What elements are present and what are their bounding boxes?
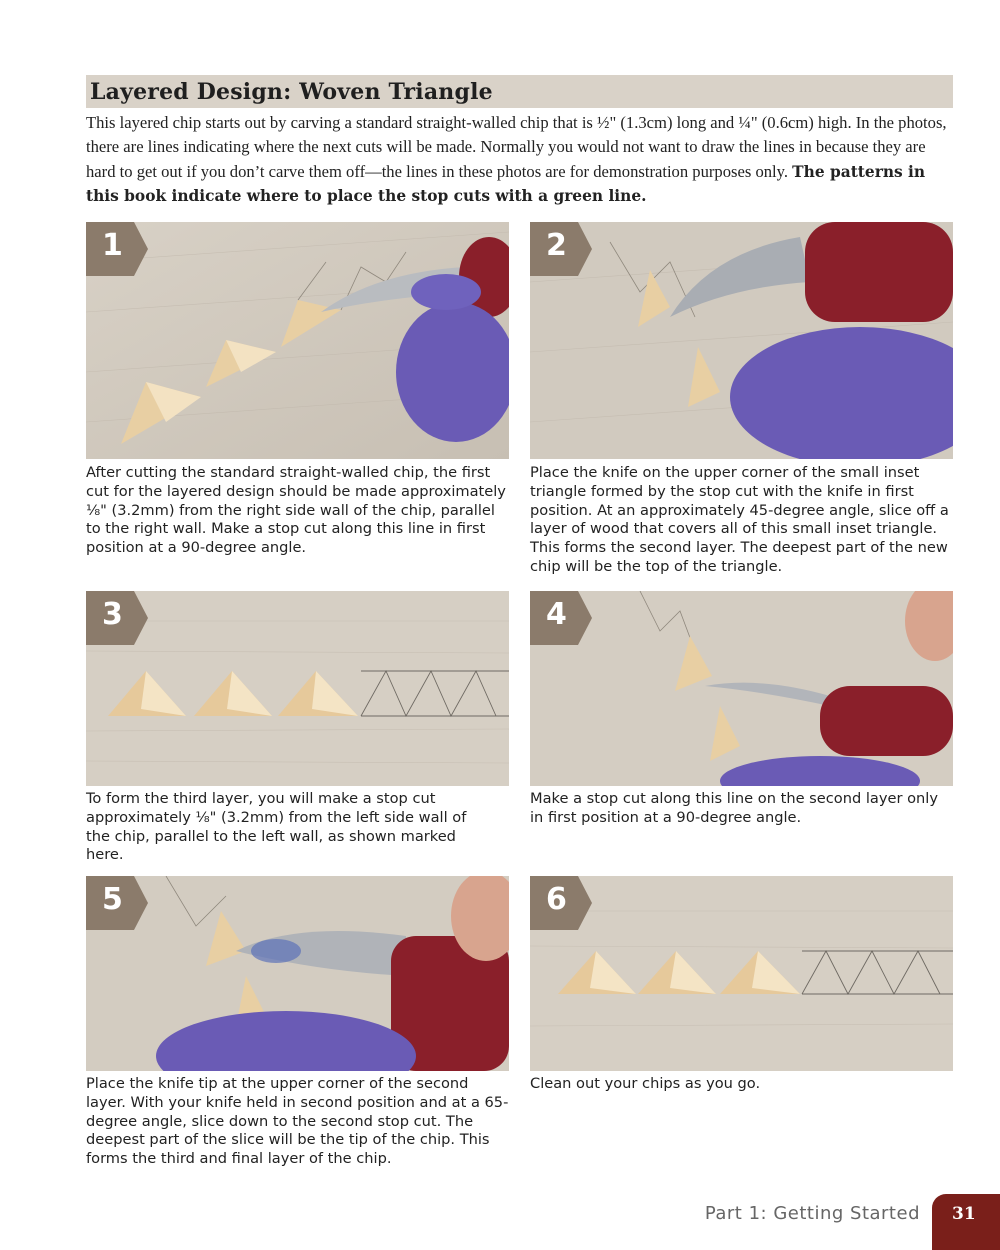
intro-text: This layered chip starts out by carving a standard straight-walled chip that is ½" (1.3cm) long and ¼" (0.6cm) high. In the photos, there are lines indicating where the next cuts will be made. Normally you would not want to draw the lines in because they are hard to get out if you don’t carve them off—the lines in these photos are for demonstration purposes only. [86,113,947,181]
step-1-badge [86,222,148,276]
step-2-photo-image [530,222,953,459]
step-3-badge [86,591,148,645]
step-4-photo [530,591,953,786]
footer-section-label: Part 1: Getting Started [704,1203,920,1224]
step-1-caption: After cutting the standard straight-walled chip, the first cut for the layered design should be made approximately ⅛" (3.2mm) from the right side wall of the chip, parallel to the right wall. Make a stop cut along this line in first position at a 90-degree angle. [86,464,506,557]
step-3-photo [86,591,509,786]
page-number: 31 [952,1204,976,1224]
step-6-caption: Clean out your chips as you go. [530,1075,761,1092]
step-4-caption: Make a stop cut along this line on the second layer only in first position at a 90-degree angle. [530,790,938,826]
step-4-photo-image [530,591,953,786]
section-title: Layered Design: Woven Triangle [90,79,493,105]
step-3-number: 3 [102,597,123,632]
step-5-badge [86,876,148,930]
intro-paragraph [86,111,956,208]
step-1-number: 1 [102,228,123,263]
step-4-badge [530,591,592,645]
step-6-photo [530,876,953,1071]
step-2-caption: Place the knife on the upper corner of the small inset triangle formed by the stop cut with the knife in first position. At an approximately 45-degree angle, slice off a layer of wood that covers all of this small inset triangle. This forms the second layer. The deepest part of the new chip will be the top of the triangle. [530,464,949,575]
step-2-number: 2 [546,228,567,263]
step-3-caption: To form the third layer, you will make a stop cut approximately ⅛" (3.2mm) from the left side wall of the chip, parallel to the left wall, as shown marked here. [86,790,467,864]
step-6-photo-image [530,876,953,1071]
step-6-number: 6 [546,882,567,917]
step-5-caption: Place the knife tip at the upper corner of the second layer. With your knife held in second position and at a 65-degree angle, slice down to the second stop cut. The deepest part of the slice will be the tip of the chip. This forms the third and final layer of the chip. [86,1075,509,1168]
step-2-photo [530,222,953,459]
intro-bold-note: The patterns in this book indicate where to place the stop cuts with a green line. [86,162,926,205]
step-1-photo [86,222,509,459]
step-5-number: 5 [102,882,123,917]
step-4-number: 4 [546,597,567,632]
step-1-photo-image [86,222,509,459]
step-2-badge [530,222,592,276]
step-3-photo-image [86,591,509,786]
step-5-photo [86,876,509,1071]
step-5-photo-image [86,876,509,1071]
step-6-badge [530,876,592,930]
